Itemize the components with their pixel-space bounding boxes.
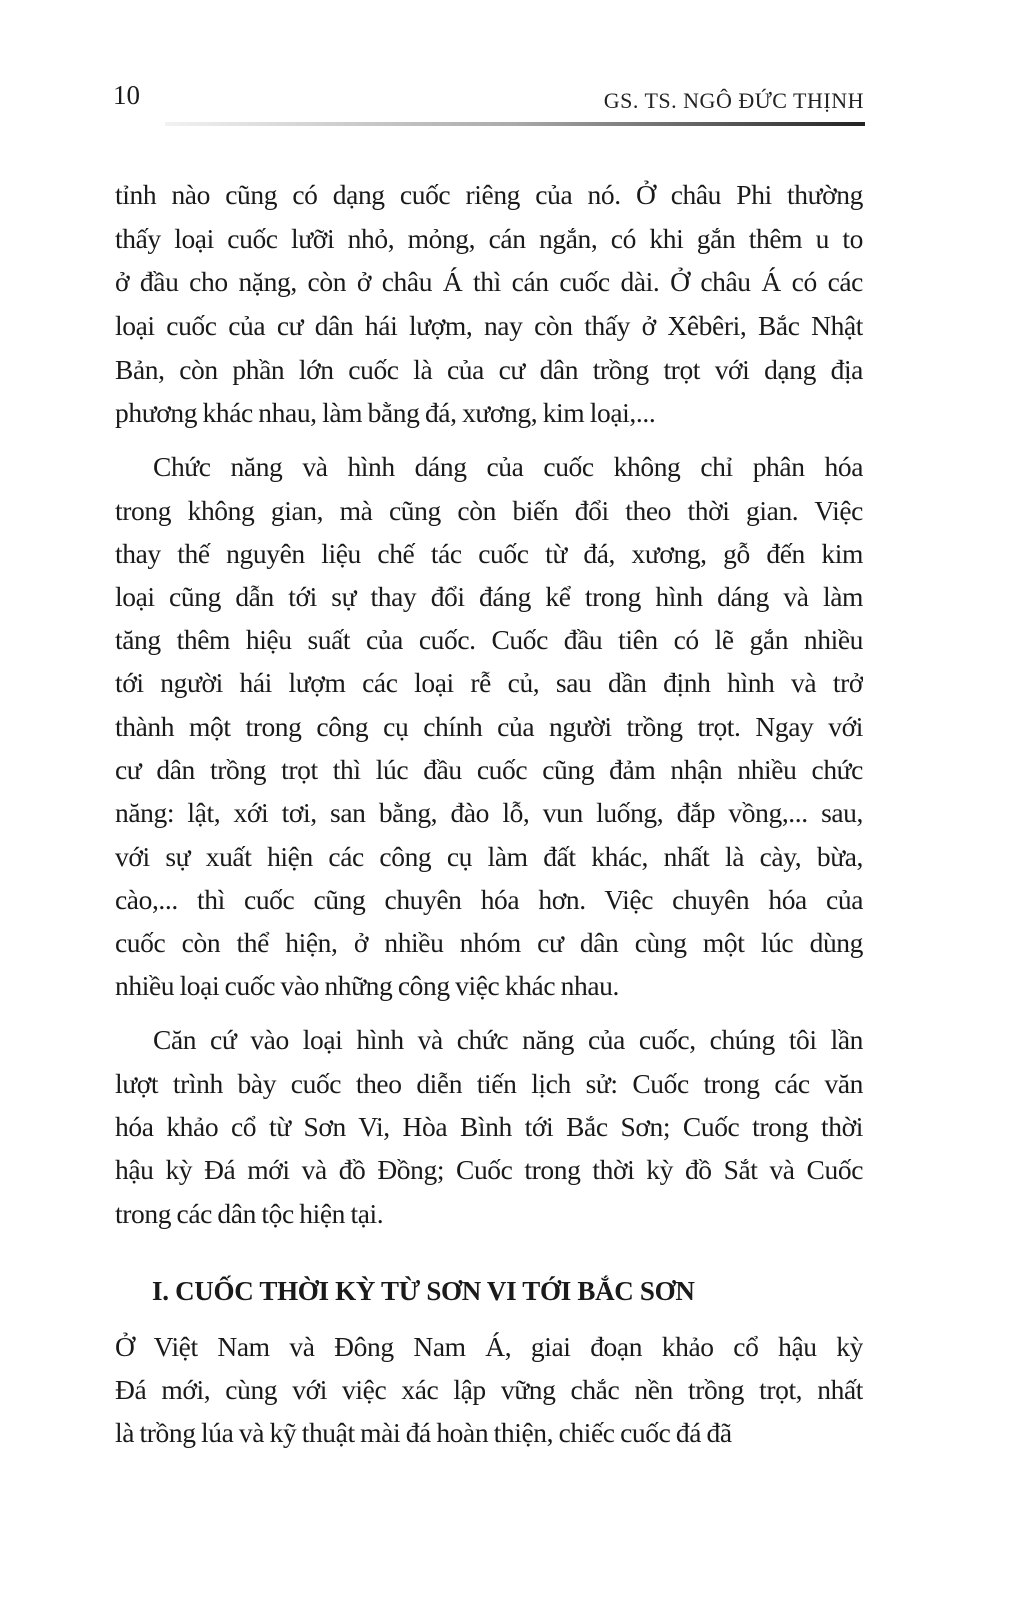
page-number: 10 — [113, 80, 140, 110]
header-rule — [165, 122, 865, 126]
paragraph-2-line: năng: lật, xới tơi, san bằng, đào lỗ, vun luống, đắp vồng,... sau, — [115, 797, 863, 828]
paragraph-4-line: Ở Việt Nam và Đông Nam Á, giai đoạn khảo cổ hậu kỳ — [115, 1331, 863, 1362]
paragraph-3-line: lượt trình bày cuốc theo diễn tiến lịch sử: Cuốc trong các văn — [115, 1068, 863, 1099]
paragraph-2-line: nhiều loại cuốc vào những công việc khác nhau. — [115, 970, 619, 1001]
paragraph-2-line: cư dân trồng trọt thì lúc đầu cuốc cũng đảm nhận nhiều chức — [115, 754, 863, 785]
paragraph-3-line: trong các dân tộc hiện tại. — [115, 1198, 384, 1229]
paragraph-2-line: thành một trong công cụ chính của người trồng trọt. Ngay với — [115, 711, 863, 742]
paragraph-2-line: Chức năng và hình dáng của cuốc không chỉ phân hóa — [153, 451, 863, 482]
section-heading: I. CUỐC THỜI KỲ TỪ SƠN VI TỚI BẮC SƠN — [152, 1276, 695, 1306]
paragraph-1-line: ở đầu cho nặng, còn ở châu Á thì cán cuốc dài. Ở châu Á có các — [115, 266, 863, 297]
paragraph-2-line: với sự xuất hiện các công cụ làm đất khác, nhất là cày, bừa, — [115, 841, 863, 872]
paragraph-2-line: cuốc còn thể hiện, ở nhiều nhóm cư dân cùng một lúc dùng — [115, 927, 863, 958]
paragraph-1-line: phương khác nhau, làm bằng đá, xương, kim loại,... — [115, 397, 656, 428]
paragraph-1-line: loại cuốc của cư dân hái lượm, nay còn thấy ở Xêbêri, Bắc Nhật — [115, 310, 863, 341]
paragraph-3-line: hậu kỳ Đá mới và đồ Đồng; Cuốc trong thời kỳ đồ Sắt và Cuốc — [115, 1154, 863, 1185]
paragraph-1-line: tỉnh nào cũng có dạng cuốc riêng của nó. Ở châu Phi thường — [115, 179, 863, 210]
paragraph-1-line: thấy loại cuốc lưỡi nhỏ, mỏng, cán ngắn, có khi gắn thêm u to — [115, 223, 863, 254]
paragraph-4-line: Đá mới, cùng với việc xác lập vững chắc nền trồng trọt, nhất — [115, 1374, 863, 1405]
paragraph-2-line: tới người hái lượm các loại rễ củ, sau dần định hình và trở — [115, 667, 863, 698]
paragraph-2-line: thay thế nguyên liệu chế tác cuốc từ đá, xương, gỗ đến kim — [115, 538, 863, 569]
paragraph-3-line: hóa khảo cổ từ Sơn Vi, Hòa Bình tới Bắc Sơn; Cuốc trong thời — [115, 1111, 863, 1142]
paragraph-4-line: là trồng lúa và kỹ thuật mài đá hoàn thiện, chiếc cuốc đá đã — [115, 1417, 732, 1448]
paragraph-2-line: tăng thêm hiệu suất của cuốc. Cuốc đầu tiên có lẽ gắn nhiều — [115, 624, 863, 655]
paragraph-2-line: loại cũng dẫn tới sự thay đổi đáng kể trong hình dáng và làm — [115, 581, 863, 612]
paragraph-2-line: cào,... thì cuốc cũng chuyên hóa hơn. Việc chuyên hóa của — [115, 884, 863, 915]
running-header-author: GS. TS. NGÔ ĐỨC THỊNH — [603, 88, 864, 113]
paragraph-2-line: trong không gian, mà cũng còn biến đổi theo thời gian. Việc — [115, 495, 863, 526]
paragraph-3-line: Căn cứ vào loại hình và chức năng của cuốc, chúng tôi lần — [153, 1024, 863, 1055]
paragraph-1-line: Bản, còn phần lớn cuốc là của cư dân trồng trọt với dạng địa — [115, 354, 863, 385]
